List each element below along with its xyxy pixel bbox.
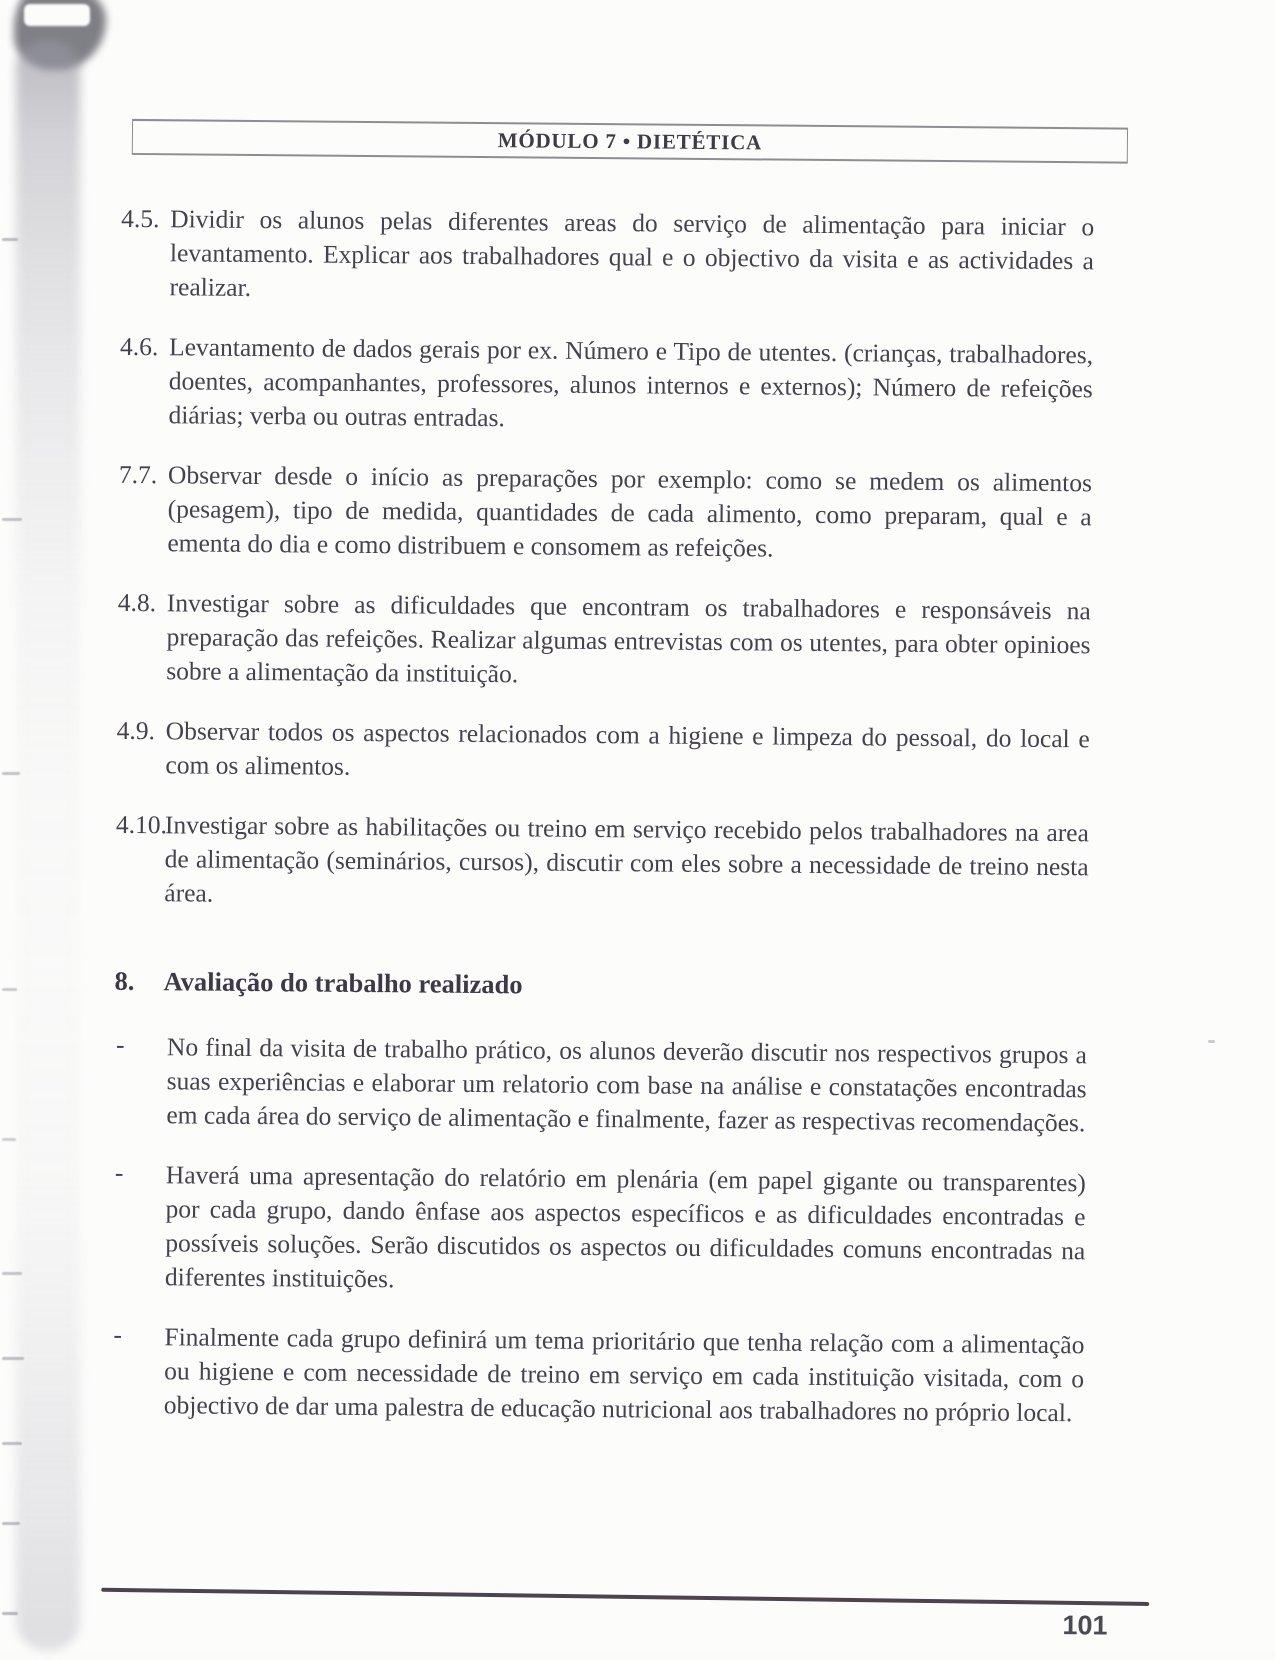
item-text: Levantamento de dados gerais por ex. Número e Tipo de utentes. (crianças, trabalhadores, doentes, acompanhantes, professores, alunos internos e externos); Número de refeições diárias; verba ou outras entradas. — [168, 332, 1094, 433]
item-number: 4.6. — [119, 331, 159, 362]
numbered-item-4-5 — [120, 202, 1094, 312]
numbered-item-4-9 — [116, 714, 1090, 790]
page-number: 101 — [1062, 1610, 1108, 1641]
numbered-item-7-7 — [118, 458, 1092, 568]
bullet-text: No final da visita de trabalho prático, os alunos deverão discutir nos respectivos grupos a suas experiências e elaborar um relatorio com base na análise e constatações encontradas em cada área do serviço de alimentação e finalmente, fazer as respectivas recomendações. — [166, 1032, 1088, 1138]
item-text: Observar desde o início as preparações por exemplo: como se medem os alimentos (pesagem), tipo de medida, quantidades de cada alimento, como preparam, qual e a ementa do dia e como distribuem e consomem as refeições. — [167, 460, 1093, 563]
section-title: Avaliação do trabalho realizado — [163, 966, 523, 1000]
numbered-item-4-10 — [115, 808, 1089, 918]
item-number: 4.8. — [117, 587, 157, 618]
section-number: 8. — [114, 965, 135, 996]
item-text: Investigar sobre as habilitações ou treino em serviço recebido pelos trabalhadores na area de alimentação (seminários, cursos), discutir com eles sobre a necessidade de treino nesta área. — [164, 810, 1090, 908]
bullet-dash: - — [114, 1157, 124, 1187]
item-number: 4.5. — [121, 203, 160, 234]
footer-rule — [101, 1588, 1149, 1606]
numbered-item-4-8 — [117, 586, 1091, 696]
page-header-box — [132, 119, 1128, 164]
bullet-text: Finalmente cada grupo definirá um tema prioritário que tenha relação com a alimentação ou higiene e com necessidade de treino em serviço em cada instituição visitada, com o objectivo de dar uma palestra de educação nutricional aos trabalhadores no próprio local. — [163, 1322, 1085, 1428]
bullet-dash: - — [113, 1319, 123, 1349]
item-text: Dividir os alunos pelas diferentes areas do serviço de alimentação para iniciar o levantamento. Explicar aos trabalhadores qual e o objectivo da visita e as actividades a realizar. — [169, 204, 1095, 302]
item-number: 7.7. — [118, 459, 158, 490]
bullet-item — [112, 1158, 1086, 1302]
item-text: Investigar sobre as dificuldades que encontram os trabalhadores e responsáveis na preparação das refeições. Realizar algumas entrevistas com os utentes, para obter opinioes sobre a alimentação da instituição. — [166, 588, 1091, 689]
body-text-block — [110, 202, 1094, 1456]
bullet-dash: - — [115, 1029, 125, 1059]
numbered-item-4-6 — [119, 330, 1093, 440]
item-number: 4.9. — [116, 715, 156, 746]
bullet-item — [113, 1030, 1087, 1140]
section-heading-8 — [114, 964, 1087, 1006]
bullet-item — [111, 1320, 1085, 1430]
bullet-text: Haverá uma apresentação do relatório em plenária (em papel gigante ou transparentes) por cada grupo, dando ênfase aos aspectos específicos e as dificuldades encontradas e possíveis soluções. Serão discutidos os aspectos ou dificuldades comuns encontradas na diferentes instituições. — [164, 1160, 1086, 1294]
item-text: Observar todos os aspectos relacionados com a higiene e limpeza do pessoal, do local e com os alimentos. — [165, 716, 1090, 781]
item-number: 4.10. — [115, 809, 168, 840]
page-header-title: MÓDULO 7 • DIETÉTICA — [497, 127, 763, 154]
